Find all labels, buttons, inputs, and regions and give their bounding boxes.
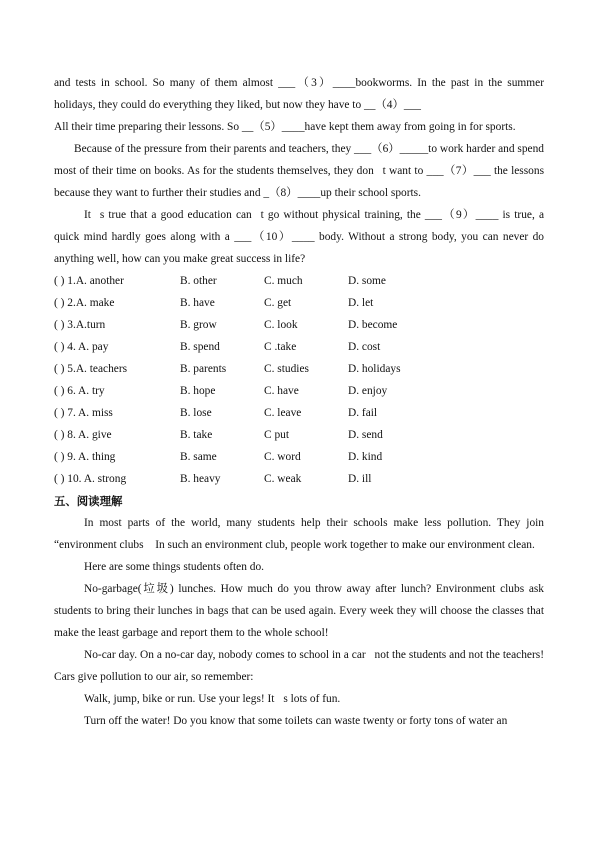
exercise-row — [54, 380, 544, 402]
option-d: D. ill — [348, 473, 372, 485]
question-number: ( ) 8. A. give — [54, 429, 112, 441]
question-number: ( ) 6. A. try — [54, 385, 105, 397]
option-b: B. take — [180, 429, 213, 441]
option-d: D. holidays — [348, 363, 401, 375]
option-c: C put — [264, 429, 290, 441]
option-d: D. send — [348, 429, 383, 441]
option-d: D. let — [348, 297, 374, 309]
reading-paragraph-5: Walk, jump, bike or run. Use your legs! It s lots of fun. — [84, 693, 341, 705]
reading-paragraph-1: In most parts of the world, many students help their schools make less pollution. They join “environment clubs  In such an environment club, people work together to make our environment clean. — [54, 517, 544, 551]
cloze-paragraph-1: and tests in school. So many of them almost ___（3）____bookworms. In the past in the summer holidays, they could do everything they liked, but now they have to __（4）___ — [54, 77, 544, 111]
exercise-row — [54, 358, 544, 380]
question-number: ( ) 7. A. miss — [54, 407, 113, 419]
option-d: D. cost — [348, 341, 381, 353]
exercise-row — [54, 402, 544, 424]
exercise-row — [54, 336, 544, 358]
reading-paragraph-6: Turn off the water! Do you know that some toilets can waste twenty or forty tons of water an — [84, 715, 508, 727]
option-c: C. leave — [264, 407, 302, 419]
question-number: ( ) 1.A. another — [54, 275, 124, 287]
option-b: B. lose — [180, 407, 212, 419]
cloze-paragraph-3: Because of the pressure from their parents and teachers, they ___（6）_____to work harder and spend most of their time on books. As for the students themselves, they don t want to ___（7）___ the lessons because they want to further their studies and _（8）____up their school sports. — [54, 143, 544, 199]
option-c: C. look — [264, 319, 298, 331]
option-d: D. some — [348, 275, 386, 287]
exercise-row — [54, 270, 544, 292]
exercise-list — [54, 270, 544, 490]
option-b: B. have — [180, 297, 215, 309]
question-number: ( ) 9. A. thing — [54, 451, 116, 463]
option-c: C. studies — [264, 363, 309, 375]
option-c: C. word — [264, 451, 301, 463]
option-b: B. same — [180, 451, 217, 463]
question-number: ( ) 5.A. teachers — [54, 363, 128, 375]
option-c: C. have — [264, 385, 299, 397]
option-c: C .take — [264, 341, 297, 353]
question-number: ( ) 2.A. make — [54, 297, 115, 309]
option-d: D. enjoy — [348, 385, 388, 397]
exercise-row — [54, 292, 544, 314]
option-d: D. kind — [348, 451, 383, 463]
question-number: ( ) 3.A.turn — [54, 319, 106, 331]
exercise-row — [54, 468, 544, 490]
option-c: C. get — [264, 297, 292, 309]
option-b: B. hope — [180, 385, 216, 397]
option-b: B. spend — [180, 341, 220, 353]
exercise-row — [54, 424, 544, 446]
reading-paragraph-3: No-garbage(垃圾) lunches. How much do you throw away after lunch? Environment clubs ask students to bring their lunches in bags that can be used again. Every week they will choose the classes that make the least garbage and report them to the whole school! — [54, 583, 544, 639]
cloze-paragraph-2: All their time preparing their lessons. So __（5）____have kept them away from going in for sports. — [54, 121, 516, 133]
option-c: C. much — [264, 275, 303, 287]
cloze-paragraph-4: It s true that a good education can t go without physical training, the ___（9）____ is true, a quick mind hardly goes along with a ___（10）____ body. Without a strong body, you can never do anything well, how can you make great success in life? — [54, 209, 544, 265]
reading-paragraph-2: Here are some things students often do. — [84, 561, 264, 573]
option-b: B. parents — [180, 363, 227, 375]
exercise-row — [54, 314, 544, 336]
section-heading: 五、阅读理解 — [54, 494, 123, 508]
option-c: C. weak — [264, 473, 302, 485]
option-b: B. grow — [180, 319, 217, 331]
exercise-row — [54, 446, 544, 468]
option-b: B. other — [180, 275, 217, 287]
document-page — [54, 72, 544, 732]
question-number: ( ) 10. A. strong — [54, 473, 127, 485]
option-d: D. fail — [348, 407, 378, 419]
option-b: B. heavy — [180, 473, 221, 485]
question-number: ( ) 4. A. pay — [54, 341, 109, 353]
option-d: D. become — [348, 319, 398, 331]
reading-paragraph-4: No-car day. On a no-car day, nobody comes to school in a car not the students and not the teachers! Cars give pollution to our air, so remember: — [54, 649, 544, 683]
